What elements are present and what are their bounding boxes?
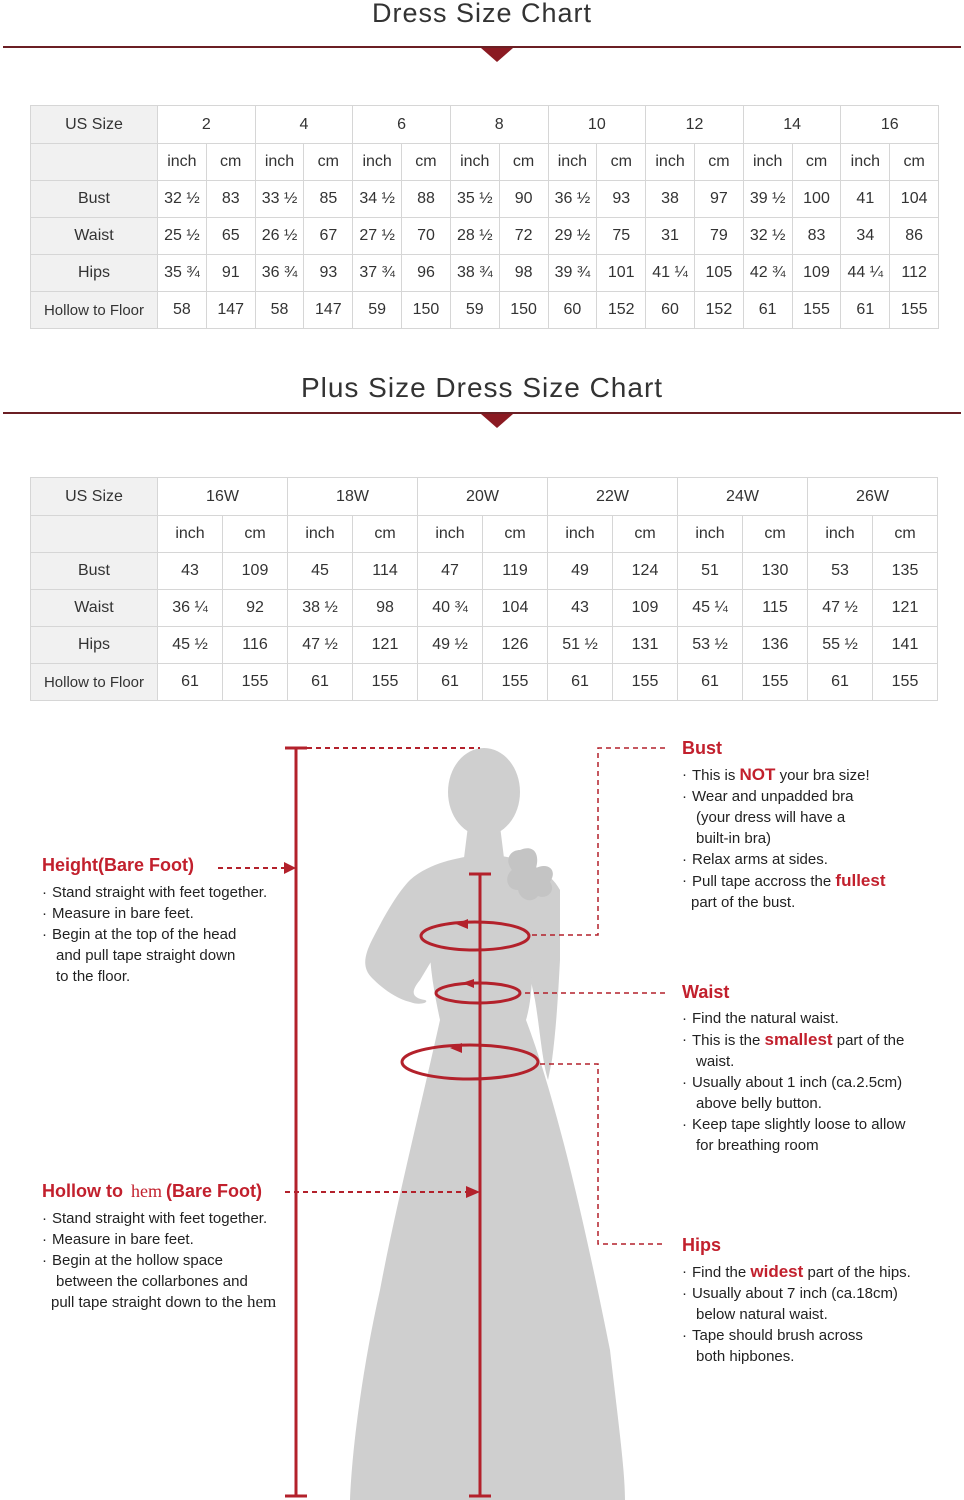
table-cell: 155 — [613, 664, 678, 701]
table-cell: 126 — [483, 627, 548, 664]
size-header: 24W — [678, 478, 808, 516]
waist-line2-b: part of the — [836, 1032, 905, 1049]
unit-header: inch — [450, 144, 499, 181]
list-item: · Relax arms at sides. — [682, 849, 952, 870]
table-cell: 47 ½ — [288, 627, 353, 664]
size-header-row — [31, 106, 939, 144]
waist-line2-cont: waist. — [696, 1053, 735, 1070]
table-cell: 28 ½ — [450, 218, 499, 255]
table-cell: 88 — [402, 181, 451, 218]
table-cell: 45 — [288, 553, 353, 590]
table-cell: 34 — [841, 218, 890, 255]
table-cell: 25 ½ — [158, 218, 207, 255]
table-row — [31, 218, 939, 255]
unit-header: cm — [613, 516, 678, 553]
size-header: 4 — [255, 106, 353, 144]
bust-line1-b: your bra size! — [779, 767, 870, 784]
table-cell: 124 — [613, 553, 678, 590]
table-cell: 97 — [694, 181, 743, 218]
size-header: 12 — [646, 106, 744, 144]
hollow-heading-hem: hem — [130, 1181, 162, 1201]
table-cell: 147 — [206, 292, 255, 329]
table-cell: 67 — [304, 218, 353, 255]
table-cell: 131 — [613, 627, 678, 664]
list-item-cont: both hipbones. — [696, 1348, 795, 1365]
hollow-heading-a: Hollow to — [42, 1181, 123, 1201]
table-cell: 83 — [792, 218, 841, 255]
table-cell: 119 — [483, 553, 548, 590]
bust-line4-a: Pull tape accross the — [692, 873, 832, 890]
height-heading: Height(Bare Foot) — [42, 855, 194, 875]
table-cell: 115 — [743, 590, 808, 627]
unit-header: cm — [890, 144, 939, 181]
arrow-icon — [284, 862, 296, 874]
table-cell: 141 — [873, 627, 938, 664]
unit-header: inch — [353, 144, 402, 181]
table-cell: 34 ½ — [353, 181, 402, 218]
table-cell: 114 — [353, 553, 418, 590]
table-cell: 37 ¾ — [353, 255, 402, 292]
table-cell: 150 — [402, 292, 451, 329]
size-header: 16W — [158, 478, 288, 516]
bust-not: NOT — [739, 765, 776, 784]
table-cell: 49 ½ — [418, 627, 483, 664]
measurement-label: Hips — [31, 255, 158, 292]
waist-heading: Waist — [682, 982, 730, 1002]
measurement-label: Waist — [31, 590, 158, 627]
unit-header: cm — [743, 516, 808, 553]
hips-line1-b: part of the hips. — [807, 1264, 911, 1281]
unit-header: inch — [158, 144, 207, 181]
measurement-label: Hollow to Floor — [31, 292, 158, 329]
measurement-label: Hips — [31, 627, 158, 664]
table-cell: 155 — [743, 664, 808, 701]
table-cell: 51 — [678, 553, 743, 590]
list-item: · Stand straight with feet together. — [42, 882, 282, 903]
table-cell: 112 — [890, 255, 939, 292]
table-row — [31, 292, 939, 329]
size-header: 26W — [808, 478, 938, 516]
list-item: · Usually about 7 inch (ca.18cm) — [682, 1283, 952, 1304]
size-header-row — [31, 478, 938, 516]
unit-header: cm — [353, 516, 418, 553]
table-cell: 92 — [223, 590, 288, 627]
table-cell: 150 — [499, 292, 548, 329]
size-header: 18W — [288, 478, 418, 516]
table-cell: 121 — [873, 590, 938, 627]
hips-list — [682, 1283, 952, 1367]
table-cell: 98 — [499, 255, 548, 292]
plus-size-table — [30, 477, 938, 701]
list-item-cont: and pull tape straight down — [56, 947, 236, 964]
table-cell: 47 — [418, 553, 483, 590]
hollow-heading — [42, 1181, 262, 1202]
title-arrow — [481, 48, 513, 62]
table-cell: 36 ½ — [548, 181, 597, 218]
table-cell: 39 ¾ — [548, 255, 597, 292]
table-row — [31, 553, 938, 590]
table-cell: 60 — [646, 292, 695, 329]
table-cell: 60 — [548, 292, 597, 329]
table-cell: 29 ½ — [548, 218, 597, 255]
table-cell: 72 — [499, 218, 548, 255]
table-cell: 130 — [743, 553, 808, 590]
table-cell: 155 — [890, 292, 939, 329]
table-cell: 83 — [206, 181, 255, 218]
us-size-label: US Size — [31, 106, 158, 144]
waist-line1: · Find the natural waist. — [682, 1008, 952, 1029]
table-cell: 36 ¾ — [255, 255, 304, 292]
table-row — [31, 181, 939, 218]
table-cell: 136 — [743, 627, 808, 664]
table-cell: 61 — [743, 292, 792, 329]
table-cell: 109 — [792, 255, 841, 292]
table-cell: 43 — [548, 590, 613, 627]
table-cell: 27 ½ — [353, 218, 402, 255]
unit-header: inch — [743, 144, 792, 181]
list-item-cont: below natural waist. — [696, 1306, 828, 1323]
table-cell: 53 — [808, 553, 873, 590]
list-item-cont: above belly button. — [696, 1095, 822, 1112]
table-cell: 41 — [841, 181, 890, 218]
unit-header: cm — [206, 144, 255, 181]
table-cell: 58 — [255, 292, 304, 329]
unit-header: inch — [418, 516, 483, 553]
table-cell: 36 ¼ — [158, 590, 223, 627]
unit-header: inch — [548, 516, 613, 553]
unit-header: inch — [548, 144, 597, 181]
hips-instructions — [682, 1261, 952, 1367]
table-cell: 61 — [548, 664, 613, 701]
size-header: 8 — [450, 106, 548, 144]
plus-chart-title: Plus Size Dress Size Chart — [300, 372, 664, 403]
table-cell: 33 ½ — [255, 181, 304, 218]
list-item: · Wear and unpadded bra — [682, 786, 952, 807]
size-header: 16 — [841, 106, 939, 144]
table-cell: 44 ¼ — [841, 255, 890, 292]
table-cell: 42 ¾ — [743, 255, 792, 292]
table-cell: 49 — [548, 553, 613, 590]
table-cell: 155 — [483, 664, 548, 701]
list-item-cont: built-in bra) — [696, 830, 772, 847]
height-tape — [285, 748, 307, 1496]
list-item: · Begin at the hollow space — [42, 1250, 292, 1271]
bust-list — [682, 786, 952, 870]
hollow-instructions — [42, 1208, 292, 1292]
unit-header-row — [31, 516, 938, 553]
table-cell: 91 — [206, 255, 255, 292]
table-cell: 38 ½ — [288, 590, 353, 627]
table-cell: 59 — [353, 292, 402, 329]
table-cell: 121 — [353, 627, 418, 664]
measurement-label: Hollow to Floor — [31, 664, 158, 701]
measurement-label: Bust — [31, 553, 158, 590]
table-cell: 45 ½ — [158, 627, 223, 664]
unit-header: inch — [288, 516, 353, 553]
bust-line4-cont: part of the bust. — [691, 894, 796, 911]
table-cell: 59 — [450, 292, 499, 329]
unit-header: cm — [792, 144, 841, 181]
table-cell: 101 — [597, 255, 646, 292]
table-cell: 116 — [223, 627, 288, 664]
table-cell: 70 — [402, 218, 451, 255]
table-cell: 105 — [694, 255, 743, 292]
hollow-last-line — [42, 1291, 302, 1313]
table-cell: 152 — [597, 292, 646, 329]
table-cell: 109 — [223, 553, 288, 590]
table-cell: 65 — [206, 218, 255, 255]
unit-label-blank — [31, 516, 158, 553]
table-cell: 79 — [694, 218, 743, 255]
table-cell: 86 — [890, 218, 939, 255]
unit-header: cm — [483, 516, 548, 553]
hollow-last-text: pull tape straight down to the — [51, 1294, 243, 1311]
hips-heading: Hips — [682, 1235, 722, 1255]
table-cell: 61 — [288, 664, 353, 701]
table-cell: 40 ¾ — [418, 590, 483, 627]
list-item: · Measure in bare feet. — [42, 1229, 292, 1250]
unit-header: inch — [678, 516, 743, 553]
size-header: 22W — [548, 478, 678, 516]
hips-widest: widest — [750, 1262, 804, 1281]
bust-fullest: fullest — [835, 871, 886, 890]
table-row — [31, 255, 939, 292]
table-row — [31, 627, 938, 664]
table-cell: 104 — [890, 181, 939, 218]
unit-header: cm — [223, 516, 288, 553]
table-cell: 45 ¼ — [678, 590, 743, 627]
table-cell: 38 ¾ — [450, 255, 499, 292]
list-item: · Stand straight with feet together. — [42, 1208, 292, 1229]
bust-line1-a: This is — [692, 767, 736, 784]
size-header: 20W — [418, 478, 548, 516]
table-cell: 100 — [792, 181, 841, 218]
unit-header: cm — [873, 516, 938, 553]
us-size-label: US Size — [31, 478, 158, 516]
measurement-label: Waist — [31, 218, 158, 255]
list-item-cont: (your dress will have a — [696, 809, 846, 826]
measurement-label: Bust — [31, 181, 158, 218]
unit-header: cm — [402, 144, 451, 181]
unit-header: inch — [808, 516, 873, 553]
table-cell: 39 ½ — [743, 181, 792, 218]
waist-instructions — [682, 1008, 952, 1156]
list-item: · Tape should brush across — [682, 1325, 952, 1346]
list-item: · Measure in bare feet. — [42, 903, 282, 924]
table-cell: 58 — [158, 292, 207, 329]
unit-header: inch — [646, 144, 695, 181]
list-item: · Keep tape slightly loose to allow — [682, 1114, 952, 1135]
bust-instructions — [682, 764, 952, 913]
table-row — [31, 590, 938, 627]
table-cell: 35 ½ — [450, 181, 499, 218]
list-item: · Begin at the top of the head — [42, 924, 282, 945]
standard-size-table — [30, 105, 939, 329]
size-header: 2 — [158, 106, 256, 144]
table-cell: 93 — [304, 255, 353, 292]
table-cell: 155 — [223, 664, 288, 701]
hips-line1-a: Find the — [692, 1264, 747, 1281]
table-cell: 96 — [402, 255, 451, 292]
size-header: 10 — [548, 106, 646, 144]
table-cell: 109 — [613, 590, 678, 627]
table-cell: 55 ½ — [808, 627, 873, 664]
table-cell: 155 — [792, 292, 841, 329]
table-cell: 41 ¼ — [646, 255, 695, 292]
dress-silhouette — [350, 748, 625, 1500]
table-cell: 93 — [597, 181, 646, 218]
table-cell: 155 — [873, 664, 938, 701]
height-instructions — [42, 882, 282, 987]
table-cell: 47 ½ — [808, 590, 873, 627]
waist-line2-a: This is the — [692, 1032, 761, 1049]
size-header: 14 — [743, 106, 841, 144]
hollow-last-hem: hem — [246, 1292, 277, 1311]
waist-smallest: smallest — [764, 1030, 833, 1049]
table-cell: 147 — [304, 292, 353, 329]
list-item-cont: between the collarbones and — [56, 1273, 248, 1290]
table-cell: 90 — [499, 181, 548, 218]
table-cell: 32 ½ — [743, 218, 792, 255]
unit-header: cm — [694, 144, 743, 181]
unit-header: cm — [499, 144, 548, 181]
list-item-cont: for breathing room — [696, 1137, 819, 1154]
list-item: · Usually about 1 inch (ca.2.5cm) — [682, 1072, 952, 1093]
standard-chart-title: Dress Size Chart — [371, 0, 593, 28]
table-cell: 26 ½ — [255, 218, 304, 255]
unit-header: inch — [841, 144, 890, 181]
waist-list — [682, 1072, 952, 1156]
table-cell: 38 — [646, 181, 695, 218]
table-cell: 98 — [353, 590, 418, 627]
size-header: 6 — [353, 106, 451, 144]
table-cell: 61 — [808, 664, 873, 701]
table-cell: 61 — [841, 292, 890, 329]
unit-header: inch — [158, 516, 223, 553]
unit-header: inch — [255, 144, 304, 181]
table-cell: 104 — [483, 590, 548, 627]
table-cell: 85 — [304, 181, 353, 218]
title-arrow — [481, 414, 513, 428]
table-cell: 155 — [353, 664, 418, 701]
table-cell: 75 — [597, 218, 646, 255]
table-cell: 61 — [418, 664, 483, 701]
table-cell: 31 — [646, 218, 695, 255]
bust-heading: Bust — [682, 738, 722, 758]
list-item-cont: to the floor. — [56, 968, 131, 985]
table-cell: 32 ½ — [158, 181, 207, 218]
table-cell: 51 ½ — [548, 627, 613, 664]
unit-header: cm — [597, 144, 646, 181]
unit-header-row — [31, 144, 939, 181]
table-cell: 152 — [694, 292, 743, 329]
hollow-heading-b: (Bare Foot) — [165, 1181, 262, 1201]
table-cell: 53 ½ — [678, 627, 743, 664]
table-cell: 61 — [678, 664, 743, 701]
table-cell: 61 — [158, 664, 223, 701]
unit-label-blank — [31, 144, 158, 181]
unit-header: cm — [304, 144, 353, 181]
table-cell: 35 ¾ — [158, 255, 207, 292]
table-row — [31, 664, 938, 701]
table-cell: 43 — [158, 553, 223, 590]
table-cell: 135 — [873, 553, 938, 590]
